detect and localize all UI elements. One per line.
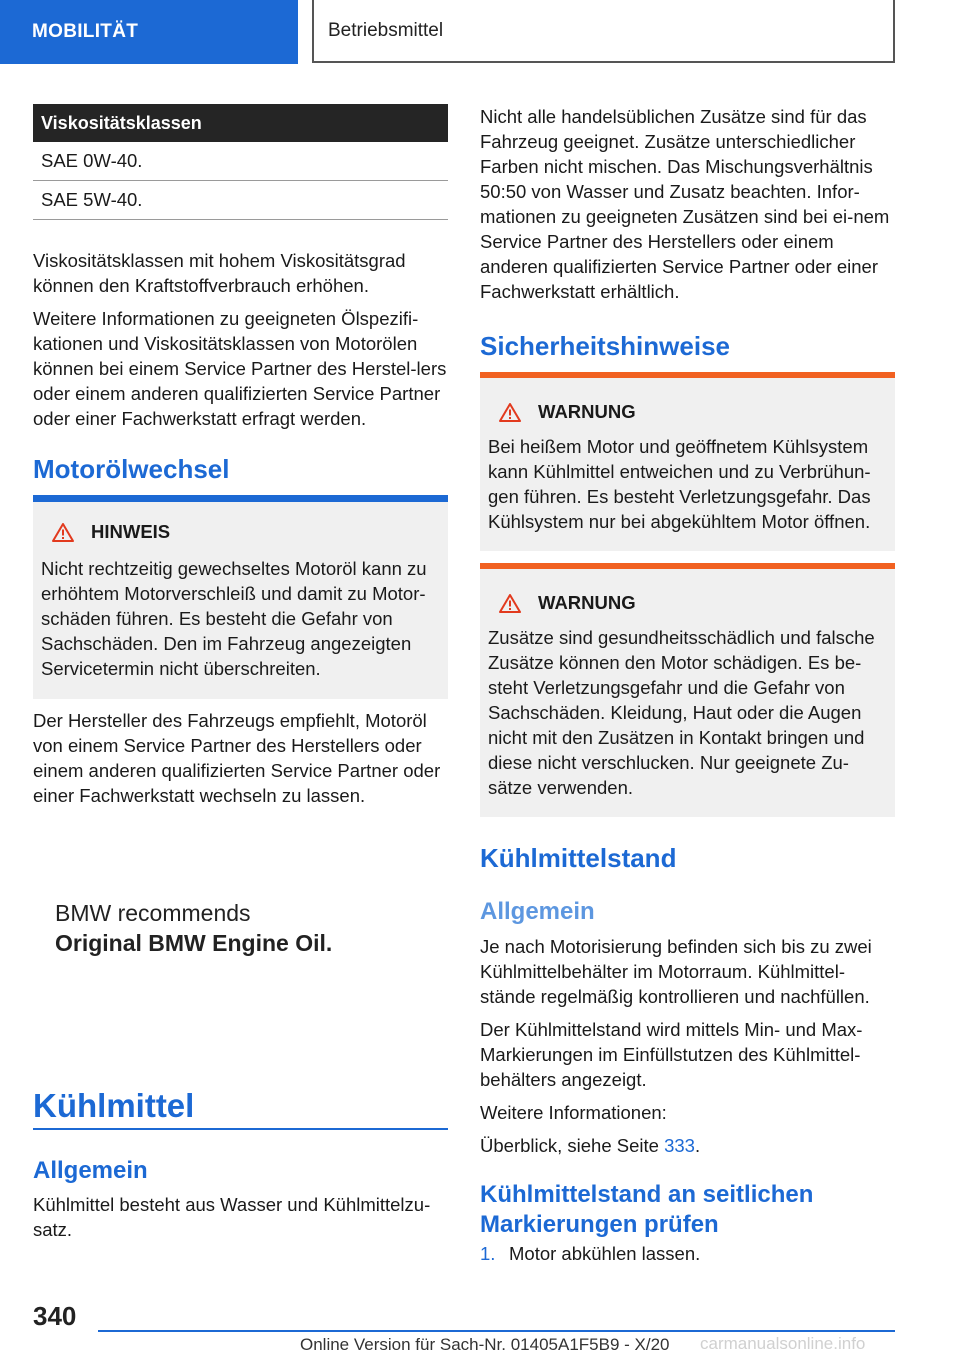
heading-check-markings: Kühlmittelstand an seitlichen Markierungen prüfen — [480, 1181, 814, 1238]
warning-text: Zusätze sind gesundheitsschädlich und falsche Zusätze können den Motor schädigen. Es be‐steht Verletzungsgefahr und die Gefahr von Sachschäden. Kleidung, Haut oder die Augen nicht mit den Zusätzen in Kontakt bringen und diese nicht verschlucken. Nur geeignete Zu‐sätze verwenden. — [488, 627, 875, 798]
reference-text: Überblick, siehe Seite — [480, 1135, 665, 1156]
section-title: Betriebsmittel — [312, 0, 895, 63]
paragraph: Der Kühlmittelstand wird mittels Min- und Max-Markierungen im Einfüllstutzen des Kühlmittel‐behälters angezeigt. — [480, 1019, 863, 1090]
hint-text: Nicht rechtzeitig gewechseltes Motoröl kann zu erhöhtem Motorverschleiß und damit zu Motor‐schäden führen. Es besteht die Gefahr von Sachschäden. Den im Fahrzeug angezeigten Servicetermin nicht überschreiten. — [41, 558, 427, 679]
warning-box-2 — [480, 563, 895, 817]
heading-coolant: Kühlmittel — [33, 1087, 195, 1124]
heading-general-right: Allgemein — [480, 898, 595, 925]
additives-paragraph — [480, 104, 895, 304]
heading-safety: Sicherheitshinweise — [480, 331, 730, 361]
warning-title: WARNUNG — [538, 401, 636, 422]
table-row: SAE 0W-40. — [33, 142, 448, 181]
viscosity-paragraph — [33, 248, 448, 431]
page-number: 340 — [33, 1301, 77, 1331]
heading-rule — [33, 1128, 448, 1130]
bmw-oil-logo — [55, 898, 332, 958]
coolant-paragraph — [33, 1192, 448, 1242]
logo-line2: Original BMW Engine Oil. — [55, 930, 333, 956]
heading-general-left: Allgemein — [33, 1157, 148, 1184]
footer-rule — [98, 1330, 895, 1332]
viscosity-table — [33, 104, 448, 220]
heading-coolant-level: Kühlmittelstand — [480, 843, 677, 873]
warning-triangle-icon — [51, 522, 75, 543]
hint-title-row — [41, 502, 440, 548]
hint-box — [33, 495, 448, 699]
paragraph: Weitere Informationen: — [480, 1102, 667, 1123]
warning-text: Bei heißem Motor und geöffnetem Kühlsystem kann Kühlmittel entweichen und zu Verbrühun‐gen führen. Es besteht Verletzungsgefahr. Das Kühlsystem nur bei abgekühltem Motor öffnen. — [488, 436, 871, 532]
coolant-level-paragraphs — [480, 934, 895, 1158]
oil-change-paragraph — [33, 708, 448, 808]
chapter-tab: MOBILITÄT — [0, 0, 298, 64]
paragraph: Weitere Informationen zu geeigneten Ölspezifi‐kationen und Viskositätsklassen von Motorölen können bei einem Service Partner des Herstel‐lers oder einem anderen qualifizierten Service Partner oder einer Fachwerkstatt erfragt werden. — [33, 308, 447, 429]
table-header: Viskositätsklassen — [33, 104, 448, 142]
logo-line1: BMW recommends — [55, 900, 251, 926]
reference-suffix: . — [694, 1135, 701, 1156]
hint-title: HINWEIS — [91, 521, 171, 542]
paragraph: Kühlmittel besteht aus Wasser und Kühlmittelzu‐satz. — [33, 1194, 431, 1240]
warning-title: WARNUNG — [538, 592, 636, 613]
footer-text: Online Version für Sach-Nr. 01405A1F5B9 - X/20 — [300, 1335, 670, 1354]
overview-reference — [480, 1133, 895, 1158]
warning-triangle-icon — [498, 593, 522, 614]
table-row: SAE 5W-40. — [33, 181, 448, 220]
paragraph: Viskositätsklassen mit hohem Viskositätsgrad können den Kraftstoffverbrauch erhöhen. — [33, 250, 406, 296]
step-number: 1. — [480, 1243, 496, 1264]
hint-bar — [33, 495, 448, 502]
watermark: carmanualsonline.info — [700, 1334, 866, 1353]
paragraph: Der Hersteller des Fahrzeugs empfiehlt, Motoröl von einem Service Partner des Herstellers oder einem anderen qualifizierten Service Partner oder einer Fachwerkstatt wechseln zu lassen. — [33, 710, 441, 806]
step-text: Motor abkühlen lassen. — [509, 1243, 701, 1264]
warning-title-row — [488, 569, 887, 619]
step-1 — [480, 1241, 895, 1266]
paragraph: Nicht alle handelsüblichen Zusätze sind für das Fahrzeug geeignet. Zusätze unterschiedlicher Farben nicht mischen. Das Mischungsverhältnis 50:50 von Wasser und Zusatz beachten. Infor‐mationen zu geeigneten Zusätzen sind bei ei‐nem Service Partner des Herstellers oder einem anderen qualifizierten Service Partner oder einer Fachwerkstatt erhältlich. — [480, 106, 890, 302]
warning-box-1 — [480, 372, 895, 551]
warning-title-row — [488, 378, 887, 428]
page-link-333[interactable]: 333 — [664, 1135, 695, 1156]
warning-triangle-icon — [498, 402, 522, 423]
paragraph: Je nach Motorisierung befinden sich bis zu zwei Kühlmittelbehälter im Motorraum. Kühlmittel‐stände regelmäßig kontrollieren und nachfüllen. — [480, 936, 872, 1007]
heading-oil-change: Motorölwechsel — [33, 454, 230, 484]
